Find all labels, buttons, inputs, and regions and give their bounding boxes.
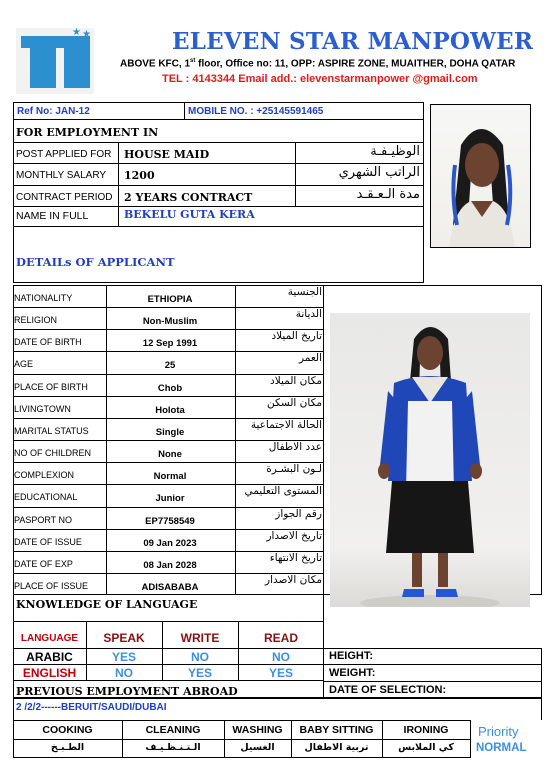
details-row-value: Single <box>155 426 185 438</box>
details-row-label: RELIGION <box>14 315 58 326</box>
height-label: HEIGHT: <box>329 650 373 662</box>
skill-name: COOKING <box>42 724 93 736</box>
ref-cell: Ref No: JAN-12 <box>13 102 185 120</box>
details-row-value: 25 <box>164 360 176 372</box>
mobile-cell: MOBILE NO. : +25145591465 <box>184 102 424 120</box>
employment-row-label: MONTHLY SALARY <box>16 170 107 181</box>
employment-row-arabic: مدة الـعـقـد <box>356 187 420 202</box>
details-row-value: 12 Sep 1991 <box>142 338 198 350</box>
language-header: WRITE <box>180 631 220 645</box>
details-row-value: 09 Jan 2023 <box>143 537 197 549</box>
details-row-arabic: الحالة الاجتماعية <box>250 418 322 431</box>
skill-arabic: الطـبـخ <box>50 742 85 753</box>
details-row-value: Junior <box>155 493 185 505</box>
skill-arabic: كي الملابس <box>398 742 454 753</box>
language-cell: ENGLISH <box>22 666 77 680</box>
details-row-arabic: مكان الميلاد <box>270 374 322 387</box>
details-row-arabic: المستوى التعليمي <box>244 485 322 498</box>
details-row-value: ADISABABA <box>141 581 199 593</box>
details-row-label: DATE OF BIRTH <box>14 337 82 348</box>
employment-row-label: POST APPLIED FOR <box>16 149 112 160</box>
details-row-arabic: العمر <box>298 352 322 365</box>
details-row-value: Non-Muslim <box>142 316 198 328</box>
details-row-label: MARITAL STATUS <box>14 425 89 436</box>
details-row-label: EDUCATIONAL <box>14 492 78 503</box>
details-row-arabic: تاريخ الانتهاء <box>269 551 322 564</box>
details-row-value: ETHIOPIA <box>147 294 193 305</box>
selection-date-label: DATE OF SELECTION: <box>329 684 447 696</box>
language-cell: NO <box>272 650 290 664</box>
skill-name: IRONING <box>403 724 449 736</box>
details-row-label: NATIONALITY <box>14 293 73 303</box>
skill-arabic: الـتـنـظـيـف <box>145 742 201 753</box>
skill-arabic: تربية الاطفال <box>304 742 369 753</box>
employment-row-value: HOUSE MAID <box>124 148 210 161</box>
details-row-label: AGE <box>14 359 34 370</box>
details-row-label: DATE OF ISSUE <box>14 536 82 547</box>
details-row-arabic: لـون البشـرة <box>266 463 322 476</box>
language-cell: YES <box>268 666 293 680</box>
name-value: BEKELU GUTA KERA <box>124 208 255 221</box>
employment-row-value: 2 YEARS CONTRACT <box>124 191 253 204</box>
details-row-label: COMPLEXION <box>14 470 75 481</box>
company-name: ELEVEN STAR MANPOWER <box>172 28 534 55</box>
name-label: NAME IN FULL <box>16 210 89 222</box>
applicant-full-photo <box>330 313 530 607</box>
applicant-headshot <box>430 104 531 248</box>
details-row-arabic: عدد الاطفال <box>268 441 322 454</box>
weight-label: WEIGHT: <box>329 667 376 679</box>
language-header: READ <box>263 631 298 645</box>
details-row-value: None <box>158 449 182 461</box>
details-row-arabic: رقم الجواز <box>275 507 322 520</box>
company-address: ABOVE KFC, 1st floor, Office no: 11, OPP: ASPIRE ZONE, MUAITHER, DOHA QATAR <box>120 58 516 70</box>
details-row-arabic: تاريخ الميلاد <box>271 330 322 343</box>
details-row-value: 08 Jan 2028 <box>143 559 197 571</box>
skill-name: WASHING <box>232 724 283 736</box>
skill-name: BABY SITTING <box>299 724 374 736</box>
previous-employment-value: 2 /2/2------BERUIT/SAUDI/DUBAI <box>16 702 167 713</box>
details-row-value: Holota <box>155 404 185 416</box>
employment-section-title: FOR EMPLOYMENT IN <box>16 126 159 139</box>
details-row-arabic: الديانة <box>295 308 322 321</box>
employment-row-divider <box>13 163 424 164</box>
details-row-label: PASPORT NO <box>14 514 73 525</box>
details-section-title: DETAILs OF APPLICANT <box>16 255 175 269</box>
language-cell: YES <box>187 666 212 680</box>
details-row-arabic: الجنسية <box>287 286 322 298</box>
details-row-value: EP7758549 <box>145 515 195 527</box>
details-row-label: PLACE OF BIRTH <box>14 381 88 392</box>
language-section-title: KNOWLEDGE OF LANGUAGE <box>16 598 198 611</box>
language-cell: YES <box>111 650 136 664</box>
employment-row-divider <box>13 142 424 143</box>
language-header: SPEAK <box>103 631 145 645</box>
employment-row-arabic: الوظيـفـة <box>370 144 420 159</box>
details-row-arabic: مكان الاصدار <box>265 573 322 586</box>
company-contact: TEL : 4143344 Email add.: elevenstarmanpower @gmail.com <box>162 73 478 85</box>
language-cell: NO <box>191 650 209 664</box>
details-row-arabic: مكان السكن <box>267 396 322 409</box>
language-cell: ARABIC <box>26 650 73 664</box>
details-row-label: NO OF CHILDREN <box>14 448 92 459</box>
employment-row-divider <box>13 185 424 186</box>
details-row-value: Normal <box>153 471 187 483</box>
employment-row-value: 1200 <box>124 169 155 182</box>
details-row-arabic: تاريخ الاصدار <box>266 529 322 542</box>
details-row-label: DATE OF EXP <box>14 558 73 569</box>
details-row-value: Chob <box>157 382 183 394</box>
priority-value: NORMAL <box>476 742 527 754</box>
employment-row-arabic: الراتب الشهري <box>338 165 420 180</box>
language-cell: NO <box>115 666 133 680</box>
skill-arabic: الغسيل <box>240 742 275 753</box>
employment-row-label: CONTRACT PERIOD <box>16 192 113 203</box>
language-header: LANGUAGE <box>20 633 79 644</box>
company-logo: ★ ★ ★ <box>16 28 94 94</box>
priority-label: Priority <box>478 724 519 739</box>
details-row-label: PLACE OF ISSUE <box>14 580 89 591</box>
details-row-label: LIVINGTOWN <box>14 403 71 414</box>
skill-name: CLEANING <box>145 724 201 736</box>
previous-section-title: PREVIOUS EMPLOYMENT ABROAD <box>16 685 238 698</box>
